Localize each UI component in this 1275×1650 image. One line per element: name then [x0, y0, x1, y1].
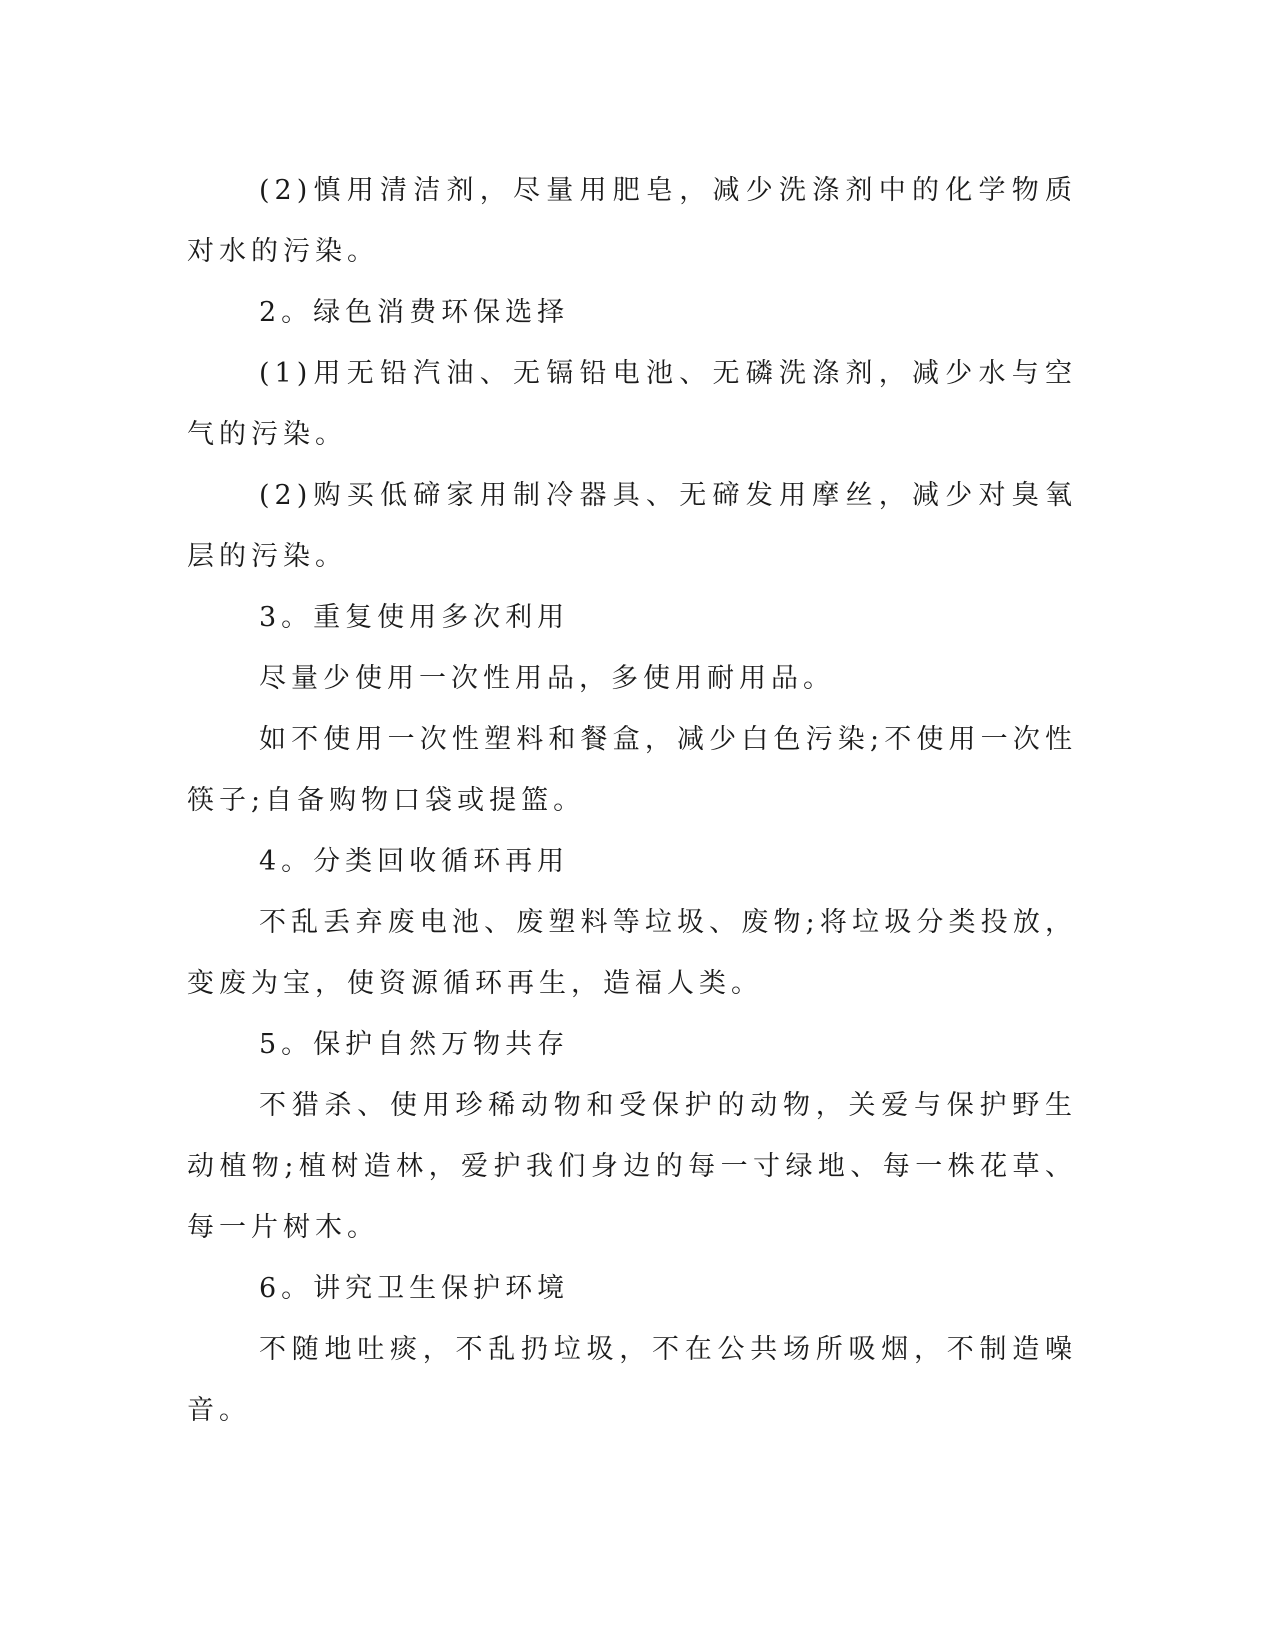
- section-heading-reuse: 3。重复使用多次利用: [259, 602, 570, 633]
- document-body: [187, 160, 1077, 1441]
- paragraph-hygiene: 不随地吐痰，不乱扔垃圾，不在公共场所吸烟，不制造噪音。: [187, 1334, 1077, 1426]
- paragraph-waste-sorting: 不乱丢弃废电池、废塑料等垃圾、废物;将垃圾分类投放，变废为宝，使资源循环再生，造福人类。: [187, 907, 1077, 999]
- paragraph-unleaded: (1)用无铅汽油、无镉铅电池、无磷洗涤剂，减少水与空气的污染。: [187, 358, 1077, 450]
- paragraph-ozone: (2)购买低碲家用制冷器具、无碲发用摩丝，减少对臭氧层的污染。: [187, 480, 1077, 572]
- section-heading-nature: 5。保护自然万物共存: [259, 1029, 570, 1060]
- section-heading-recycling: 4。分类回收循环再用: [259, 846, 570, 877]
- section-heading-hygiene: 6。讲究卫生保护环境: [259, 1273, 570, 1304]
- paragraph-detergent: (2)慎用清洁剂，尽量用肥皂，减少洗涤剂中的化学物质对水的污染。: [187, 175, 1077, 267]
- paragraph-durable: 尽量少使用一次性用品，多使用耐用品。: [259, 663, 835, 694]
- section-heading-green-consumption: 2。绿色消费环保选择: [259, 297, 570, 328]
- paragraph-wildlife: 不猎杀、使用珍稀动物和受保护的动物，关爱与保护野生动植物;植树造林，爱护我们身边的每一寸绿地、每一株花草、每一片树木。: [187, 1090, 1077, 1243]
- paragraph-disposable: 如不使用一次性塑料和餐盒，减少白色污染;不使用一次性筷子;自备购物口袋或提篮。: [187, 724, 1077, 816]
